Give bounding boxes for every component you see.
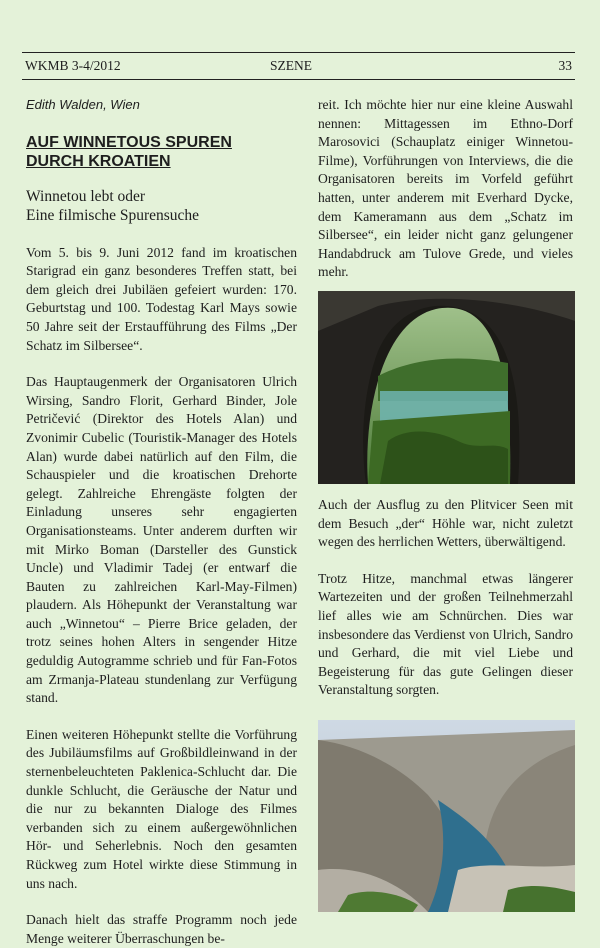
paragraph-6: Auch der Ausflug zu den Plitvicer Seen mit dem Besuch „der“ Höhle war, nicht zuletzt wegen des herrlichen Wetters, überwältigend. — [318, 496, 573, 550]
page-header — [22, 52, 575, 80]
page-number: 33 — [558, 58, 572, 73]
canyon-photo — [318, 720, 575, 912]
cave-photo — [318, 291, 575, 484]
article-subtitle — [26, 187, 297, 225]
cave-illustration — [318, 291, 575, 484]
title-line-2: DURCH KROATIEN — [26, 152, 171, 170]
subtitle-line-2: Eine filmische Spurensuche — [26, 206, 200, 224]
paragraph-4: Danach hielt das straffe Programm noch jede Menge weiterer Überraschungen be- — [26, 912, 297, 946]
paragraph-7: Trotz Hitze, manchmal etwas längerer Wartezeiten und der großen Teilnehmerzahl lief alles wie am Schnürchen. Dies war insbesondere das Verdienst von Ulrich, Sandro und Gerhard, die mit viel Liebe und Begeisterung für das gute Gelingen dieser Veranstaltung sorgten. — [318, 570, 573, 698]
paragraph-3: Einen weiteren Höhepunkt stellte die Vorführung des Jubiläumsfilms auf Großbildleinwand in der sternenbeleuchteten Paklenica-Schlucht dar. Die dunkle Schlucht, die Geräusche der Natur und die nur zu bekannten Dialoge des Filmes verbanden sich zu einem außergewöhnlichen Hör- und Seherlebnis. Noch den gesamten Rückweg zum Hotel wirkte diese Stimmung in uns nach. — [26, 726, 297, 891]
subtitle-line-1: Winnetou lebt oder — [26, 187, 146, 205]
section-name: SZENE — [270, 58, 312, 73]
article-title — [26, 133, 297, 171]
canyon-illustration — [318, 720, 575, 912]
author-name: Edith Walden, Wien — [26, 97, 140, 112]
paragraph-1: Vom 5. bis 9. Juni 2012 fand im kroatischen Starigrad ein ganz besonderes Treffen statt, bei dem gleich drei Jubiläen gefeiert wurden: 170. Geburtstag und 100. Todestag Karl Mays sowie 50 Jahre seit der Erstaufführung des Films „Der Schatz im Silbersee“. — [26, 244, 297, 353]
paragraph-5: reit. Ich möchte hier nur eine kleine Auswahl nennen: Mittagessen im Ethno-Dorf Marosovici (Schauplatz einiger Winnetou-Filme), Vorführungen von Interviews, die die Organisatoren bereits im Vorfeld geführt hatten, unter anderem mit Everhard Dycke, dem Kameramann aus dem „Schatz im Silbersee“, ein leider nicht ganz gelungener Handabdruck am Tulove Grede, und vieles mehr. — [318, 97, 573, 280]
paragraph-2: Das Hauptaugenmerk der Organisatoren Ulrich Wirsing, Sandro Florit, Gerhard Binder, Jole Petričević (Direktor des Hotels Alan) und Zvonimir Cubelic (Touristik-Manager des Hotels Alan) wurde dabei natürlich auf den Film, die Schauspieler und die kroatischen Drehorte gelegt. Zahlreiche Ehrengäste folgten der Einladung unseres sehr engagierten Organisationsteams. Unter anderem durften wir mit Mirko Boman (Darsteller des Gunstick Uncle) und Vladimir Tadej (er entwarf die Bauten zu zahlreichen Karl-May-Filmen) plaudern. Als Höhepunkt der Veranstaltung war auch „Winnetou“ – Pierre Brice geladen, der trotz seines hohen Alters in sengender Hitze geduldig Autogramme schrieb und für Fan-Fotos am Zrmanja-Plateau stundenlang zur Verfügung stand. — [26, 374, 297, 706]
right-column — [318, 96, 573, 912]
title-line-1: AUF WINNETOUS SPUREN — [26, 133, 232, 151]
left-column — [26, 96, 297, 948]
journal-issue: WKMB 3-4/2012 — [25, 58, 121, 73]
